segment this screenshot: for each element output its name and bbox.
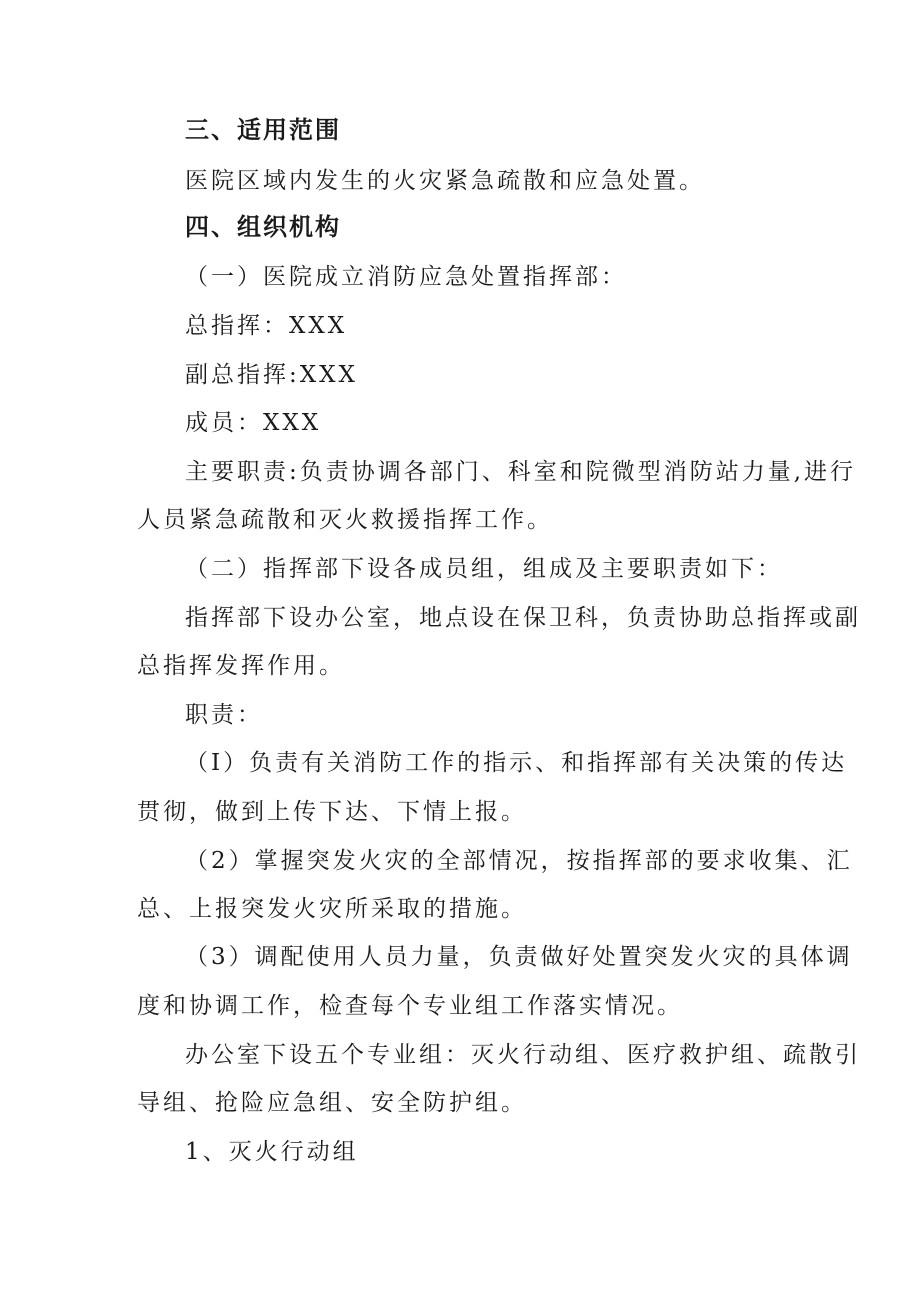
members: 成员：XXX — [185, 410, 322, 436]
office-paragraph-line-1: 指挥部下设办公室，地点设在保卫科，负责协助总指挥或副 — [185, 605, 861, 631]
subheading-command-center: （一）医院成立消防应急处置指挥部： — [185, 264, 627, 290]
deputy-commander: 副总指挥:XXX — [185, 362, 358, 388]
duty-item-2-line-1: （2）掌握突发火灾的全部情况，按指挥部的要求收集、汇 — [185, 848, 853, 874]
duty-item-3-line-1: （3）调配使用人员力量，负责做好处置突发火灾的具体调 — [185, 944, 853, 970]
subheading-member-groups: （二）指挥部下设各成员组，组成及主要职责如下： — [185, 556, 783, 582]
heading-organization: 四、组织机构 — [185, 213, 341, 241]
duty-item-2-line-2: 总、上报突发火灾所采取的措施。 — [137, 896, 527, 922]
duty-item-3-line-2: 度和协调工作，检查每个专业组工作落实情况。 — [137, 993, 683, 1019]
heading-scope: 三、适用范围 — [185, 116, 341, 144]
chief-commander: 总指挥：XXX — [185, 313, 348, 339]
main-duty-line-2: 人员紧急疏散和灭火救援指挥工作。 — [137, 507, 553, 533]
group-1-heading: 1、灭火行动组 — [185, 1139, 359, 1165]
duty-item-1-line-2: 贯彻，做到上传下达、下情上报。 — [137, 799, 527, 825]
office-paragraph-line-2: 总指挥发挥作用。 — [137, 653, 345, 679]
duties-label: 职责： — [185, 702, 263, 728]
main-duty-line-1: 主要职责:负责协调各部门、科室和院微型消防站力量,进行 — [185, 459, 857, 485]
duty-item-1-line-1: （I）负责有关消防工作的指示、和指挥部有关决策的传达 — [185, 750, 848, 776]
scope-paragraph: 医院区域内发生的火灾紧急疏散和应急处置。 — [185, 168, 705, 194]
groups-paragraph-line-1: 办公室下设五个专业组：灭火行动组、医疗救护组、疏散引 — [185, 1042, 861, 1068]
groups-paragraph-line-2: 导组、抢险应急组、安全防护组。 — [137, 1090, 527, 1116]
